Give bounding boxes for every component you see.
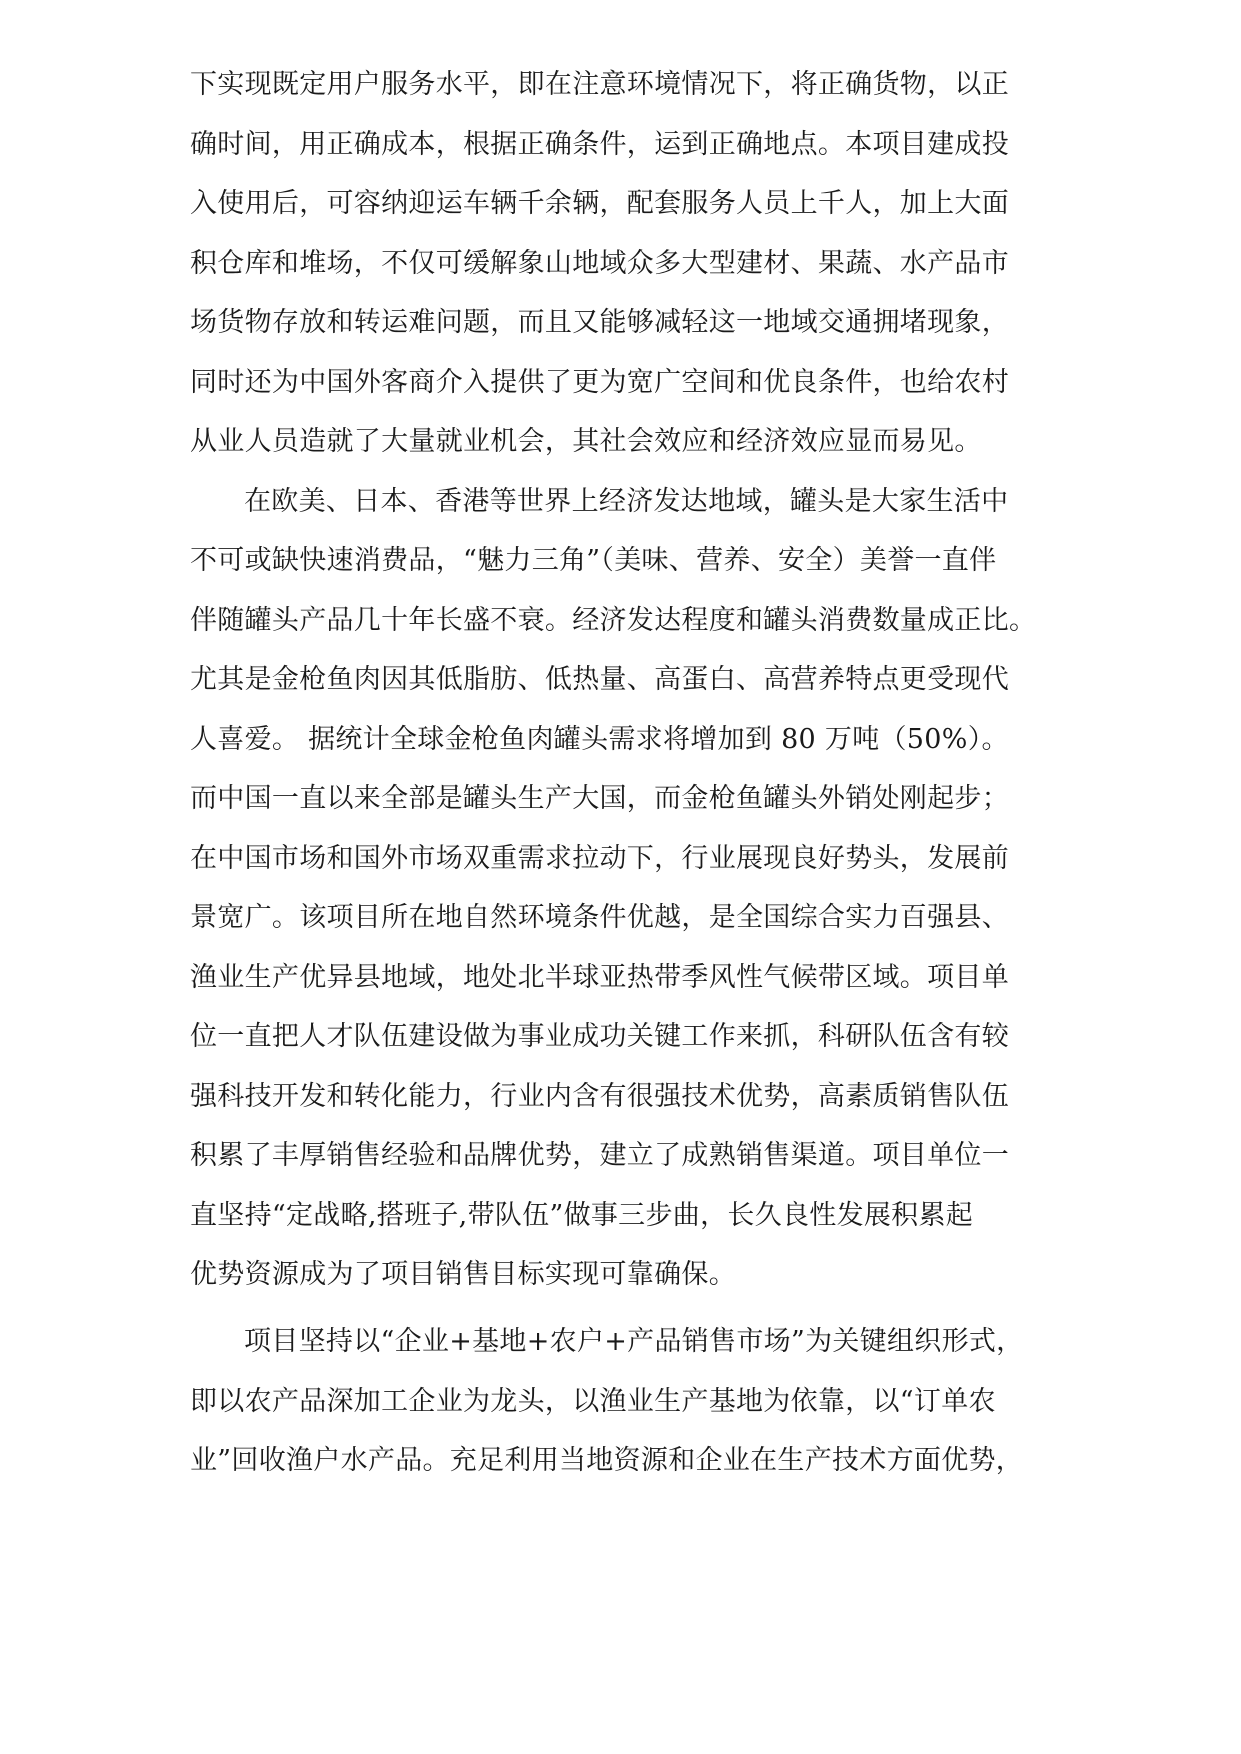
- text-line: 伴随罐头产品几十年长盛不衰。经济发达程度和罐头消费数量成正比。: [190, 605, 1037, 636]
- text-line: 项目坚持以“企业+基地+农户+产品销售市场”为关键组织形式，: [244, 1326, 1024, 1357]
- text-line: 不可或缺快速消费品，“魅力三角”（美味、营养、安全）美誉一直伴: [190, 545, 997, 576]
- text-line: 渔业生产优异县地域，地处北半球亚热带季风性气候带区域。项目单: [190, 962, 1009, 993]
- text-line: 直坚持“定战略,搭班子,带队伍”做事三步曲，长久良性发展积累起: [190, 1200, 974, 1231]
- text-line: 积仓库和堆场，不仅可缓解象山地域众多大型建材、果蔬、水产品市: [190, 248, 1009, 279]
- text-line: 在中国市场和国外市场双重需求拉动下，行业展现良好势头，发展前: [190, 843, 1009, 874]
- text-line: 场货物存放和转运难问题，而且又能够减轻这一地域交通拥堵现象，: [190, 307, 1009, 338]
- text-line: 优势资源成为了项目销售目标实现可靠确保。: [190, 1259, 736, 1290]
- text-line: 而中国一直以来全部是罐头生产大国，而金枪鱼罐头外销处刚起步；: [190, 783, 1009, 814]
- text-line: 积累了丰厚销售经验和品牌优势，建立了成熟销售渠道。项目单位一: [190, 1140, 1009, 1171]
- text-line: 业”回收渔户水产品。充足利用当地资源和企业在生产技术方面优势，: [190, 1445, 1024, 1476]
- text-line: 人喜爱。 据统计全球金枪鱼肉罐头需求将增加到 80 万吨（50%）。: [190, 724, 1009, 755]
- text-line: 下实现既定用户服务水平，即在注意环境情况下，将正确货物，以正: [190, 69, 1009, 100]
- text-line: 位一直把人才队伍建设做为事业成功关键工作来抓，科研队伍含有较: [190, 1021, 1009, 1052]
- text-line: 在欧美、日本、香港等世界上经济发达地域，罐头是大家生活中: [244, 486, 1009, 517]
- text-line: 入使用后，可容纳迎运车辆千余辆，配套服务人员上千人，加上大面: [190, 188, 1009, 219]
- text-line: 强科技开发和转化能力，行业内含有很强技术优势，高素质销售队伍: [190, 1081, 1009, 1112]
- text-line: 同时还为中国外客商介入提供了更为宽广空间和优良条件，也给农村: [190, 367, 1009, 398]
- text-line: 从业人员造就了大量就业机会，其社会效应和经济效应显而易见。: [190, 426, 982, 457]
- text-line: 景宽广。该项目所在地自然环境条件优越，是全国综合实力百强县、: [190, 902, 1009, 933]
- text-line: 即以农产品深加工企业为龙头，以渔业生产基地为依靠，以“订单农: [190, 1386, 996, 1417]
- text-line: 尤其是金枪鱼肉因其低脂肪、低热量、高蛋白、高营养特点更受现代: [190, 664, 1009, 695]
- text-line: 确时间，用正确成本，根据正确条件，运到正确地点。本项目建成投: [190, 129, 1009, 160]
